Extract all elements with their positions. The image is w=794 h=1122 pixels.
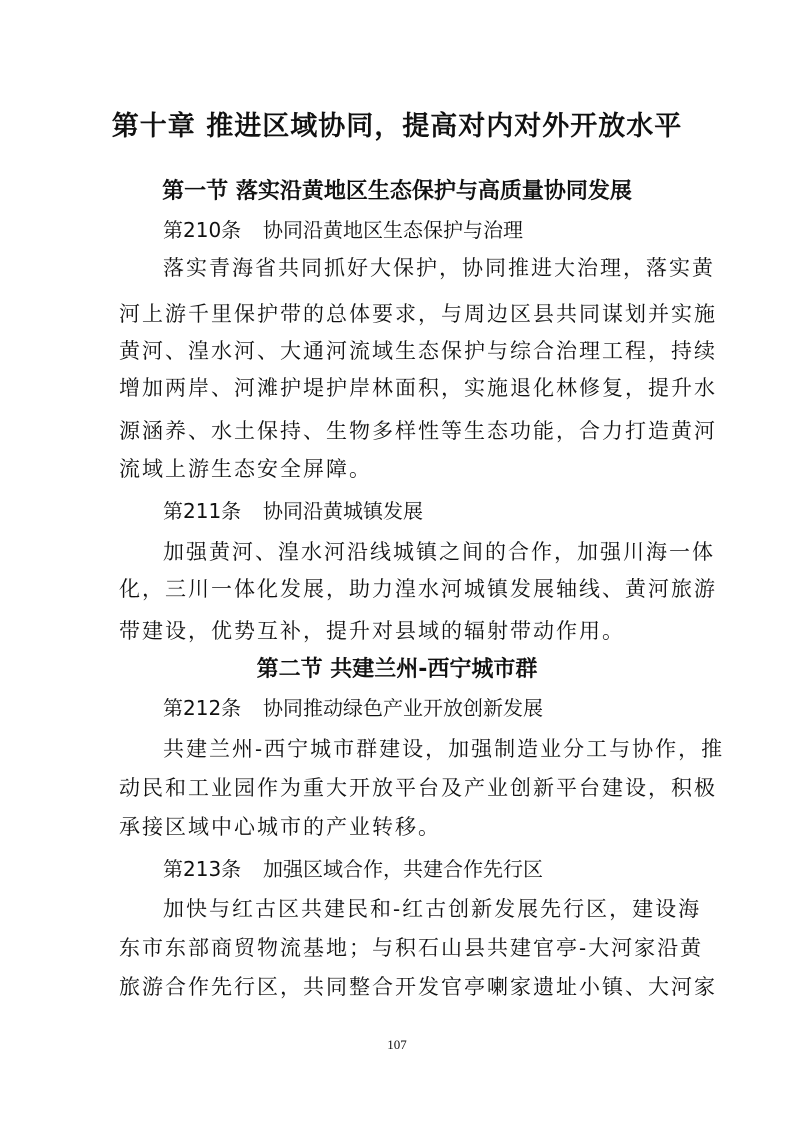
paragraph-line: 黄河、湟水河、大通河流域生态保护与综合治理工程，持续 bbox=[119, 339, 717, 363]
paragraph-line: 河上游千里保护带的总体要求，与周边区县共同谋划并实施 bbox=[119, 302, 717, 326]
article-heading bbox=[163, 214, 523, 243]
chapter-title: 第十章 推进区域协同，提高对内对外开放水平 bbox=[111, 111, 683, 142]
article-title: 协同沿黄地区生态保护与治理 bbox=[263, 218, 523, 242]
section-title: 第二节 共建兰州-西宁城市群 bbox=[256, 657, 538, 682]
paragraph-line: 增加两岸、河滩护堤护岸林面积，实施退化林修复，提升水 bbox=[119, 376, 717, 400]
article-title: 加强区域合作，共建合作先行区 bbox=[263, 857, 543, 881]
article-heading bbox=[163, 495, 423, 524]
article-heading bbox=[163, 692, 543, 721]
article-number: 第212条 bbox=[163, 696, 242, 720]
paragraph-line: 加强黄河、湟水河沿线城镇之间的合作，加强川海一体 bbox=[163, 540, 715, 564]
page-number: 107 bbox=[387, 1037, 407, 1052]
paragraph-line: 带建设，优势互补，提升对县域的辐射带动作用。 bbox=[119, 619, 625, 643]
paragraph-line: 承接区域中心城市的产业转移。 bbox=[119, 815, 441, 839]
paragraph-line: 加快与红古区共建民和-红古创新发展先行区，建设海 bbox=[163, 897, 702, 921]
article-number: 第213条 bbox=[163, 857, 242, 881]
paragraph-line: 化，三川一体化发展，助力湟水河城镇发展轴线、黄河旅游 bbox=[119, 577, 717, 601]
paragraph-line: 共建兰州-西宁城市群建设，加强制造业分工与协作，推 bbox=[163, 737, 725, 761]
paragraph-line: 动民和工业园作为重大开放平台及产业创新平台建设，积极 bbox=[119, 776, 717, 800]
article-heading bbox=[163, 853, 543, 882]
paragraph-line: 东市东部商贸物流基地；与积石山县共建官亭-大河家沿黄 bbox=[119, 936, 704, 960]
article-title: 协同推动绿色产业开放创新发展 bbox=[263, 696, 543, 720]
article-title: 协同沿黄城镇发展 bbox=[263, 499, 423, 523]
paragraph-line: 落实青海省共同抓好大保护，协同推进大治理，落实黄 bbox=[163, 256, 715, 280]
paragraph-line: 流域上游生态安全屏障。 bbox=[119, 457, 372, 481]
paragraph-line: 旅游合作先行区，共同整合开发官亭喇家遗址小镇、大河家 bbox=[119, 975, 717, 999]
article-number: 第210条 bbox=[163, 218, 242, 242]
article-number: 第211条 bbox=[163, 499, 242, 523]
section-title: 第一节 落实沿黄地区生态保护与高质量协同发展 bbox=[162, 179, 632, 204]
paragraph-line: 源涵养、水土保持、生物多样性等生态功能，合力打造黄河 bbox=[119, 419, 717, 443]
